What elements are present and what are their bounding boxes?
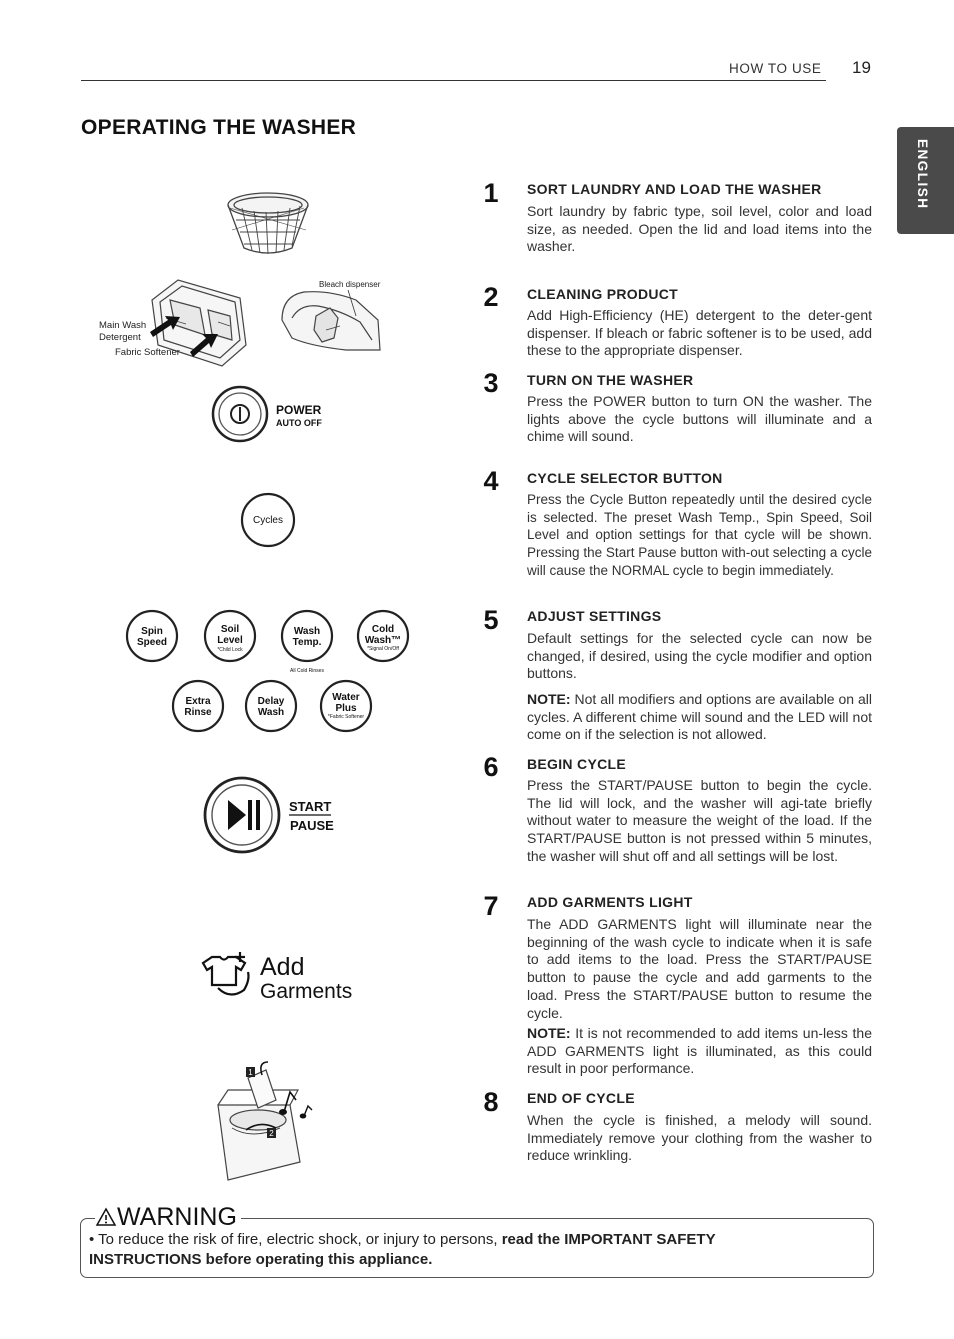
start-pause-button-illustration (205, 778, 279, 852)
all-cold-rinses-label: All Cold Rinses (290, 668, 324, 674)
illustrations-column (0, 0, 480, 1200)
callout-2: 2 (269, 1129, 274, 1138)
language-tab (897, 127, 954, 234)
main-wash-label-line2: Detergent (99, 332, 141, 343)
step-8-number: 8 (483, 1087, 499, 1117)
delay-wash-line2: Wash (257, 707, 285, 718)
step-7-note-text: It is not recommended to add items un-less the ADD GARMENTS light is illuminated, as this could result in poor performance. (527, 1025, 872, 1077)
callout-1: 1 (248, 1068, 253, 1077)
warning-title (95, 1203, 241, 1232)
cycles-label: Cycles (252, 515, 284, 526)
cycles-button-illustration (242, 494, 294, 546)
step-4-number: 4 (483, 466, 499, 496)
add-label: Add (260, 953, 305, 981)
step-7-number: 7 (483, 891, 499, 921)
step-5-number: 5 (483, 605, 499, 635)
step-4-body: Press the Cycle Button repeatedly until the desired cycle is selected. The preset Wash Temp., Spin Speed, Soil Level and option settings for that cycle will be shown. Pressing the Start Pause button with-out selecting a cycle will cause the NORMAL cycle to begin immediately. (527, 492, 872, 578)
soil-level-line2: Level (217, 635, 243, 646)
step-2-body: Add High-Efficiency (HE) detergent to the deter-gent dispenser. If bleach or fabric softener is to be used, add these to the appropriate dispenser. (527, 307, 872, 359)
auto-off-label: AUTO OFF (276, 418, 322, 428)
bleach-dispenser-label: Bleach dispenser (319, 280, 381, 289)
step-5-note-text: Not all modifiers and options are available on all cycles. A different chime will sound and the LED will not come on if the selection is not allowed. (527, 691, 873, 743)
step-2-heading: CLEANING PRODUCT (527, 286, 679, 302)
water-plus-line1: Water (332, 692, 360, 703)
step-3-number: 3 (483, 368, 499, 398)
step-1-body: Sort laundry by fabric type, soil level, color and load size, as needed. Open the lid and load items into the washer. (527, 203, 872, 255)
fabric-softener-label: Fabric Softener (115, 347, 180, 358)
spin-speed-line1: Spin (141, 626, 163, 637)
step-8-body: When the cycle is finished, a melody will sound. Immediately remove your clothing from the washer to reduce wrinkling. (527, 1112, 872, 1164)
laundry-basket-icon (228, 193, 308, 254)
delay-wash-line1: Delay (257, 696, 285, 707)
warning-text-plain: To reduce the risk of fire, electric shock, or injury to persons, (98, 1231, 498, 1248)
step-6-body: Press the START/PAUSE button to begin the cycle. The lid will lock, and the washer will agi-tate briefly without water to measure the weight of the load. If the START/PAUSE button is not pressed within 5 minutes, the washer will shut off and all settings will be lost. (527, 777, 872, 864)
wash-temp-line1: Wash (293, 626, 321, 637)
step-5-note-label: NOTE: (527, 691, 571, 707)
warning-title-text: WARNING (117, 1203, 237, 1231)
cold-wash-line2: Wash™ (364, 635, 402, 646)
garments-label: Garments (260, 980, 353, 1003)
water-plus-line2: Plus (335, 703, 357, 714)
step-7-note (527, 1025, 872, 1078)
pause-label: PAUSE (290, 818, 334, 833)
step-3-body: Press the POWER button to turn ON the washer. The lights above the cycle buttons will illuminate and a chime will sound. (527, 393, 872, 445)
start-label: START (289, 799, 332, 814)
signal-on-off-label: *Signal On/Off (367, 646, 399, 652)
step-7-note-label: NOTE: (527, 1025, 571, 1041)
step-2-number: 2 (483, 282, 499, 312)
step-7-body: The ADD GARMENTS light will illuminate near the beginning of the wash cycle to indicate when it is safe to add items to the load. Press the START/PAUSE button to pause the cycle and add garments to the load. Press the START/PAUSE button to resume the cycle. (527, 916, 872, 1021)
extra-rinse-line2: Rinse (184, 707, 212, 718)
warning-text (89, 1230, 829, 1270)
warning-text-bold: read the IMPORTANT SAFETY INSTRUCTIONS before operating this appliance. (89, 1231, 716, 1268)
page-number: 19 (852, 58, 871, 77)
step-4-heading: CYCLE SELECTOR BUTTON (527, 470, 723, 486)
page-title: OPERATING THE WASHER (81, 116, 357, 139)
step-5-note (527, 691, 872, 744)
step-5-heading: ADJUST SETTINGS (527, 608, 662, 624)
warning-triangle-icon (95, 1207, 117, 1227)
power-label: POWER (276, 403, 322, 417)
step-1-heading: SORT LAUNDRY AND LOAD THE WASHER (527, 181, 822, 197)
child-lock-label: *Child Lock (217, 647, 243, 653)
language-tab-label: ENGLISH (915, 139, 930, 210)
header-section-label: HOW TO USE (729, 61, 822, 76)
step-6-heading: BEGIN CYCLE (527, 756, 626, 772)
step-8-heading: END OF CYCLE (527, 1090, 635, 1106)
power-button-illustration (213, 387, 267, 441)
extra-rinse-line1: Extra (185, 696, 211, 707)
fabric-softener-sublabel: *Fabric Softener (327, 714, 365, 720)
wash-temp-line2: Temp. (292, 637, 322, 648)
spin-speed-line2: Speed (136, 637, 168, 648)
step-5-body: Default settings for the selected cycle can now be changed, if desired, using the cycle modifier and option buttons. (527, 630, 872, 682)
step-7-heading: ADD GARMENTS LIGHT (527, 894, 693, 910)
cold-wash-line1: Cold (371, 624, 395, 635)
step-1-number: 1 (483, 178, 499, 208)
warning-bullet: • (89, 1231, 95, 1248)
soil-level-line1: Soil (220, 624, 240, 635)
bleach-dispenser-icon (282, 290, 380, 350)
step-6-number: 6 (483, 752, 499, 782)
add-garments-icon (203, 952, 249, 995)
main-wash-label-line1: Main Wash (99, 320, 147, 331)
step-3-heading: TURN ON THE WASHER (527, 372, 694, 388)
washer-open-lid-icon (218, 1062, 300, 1180)
